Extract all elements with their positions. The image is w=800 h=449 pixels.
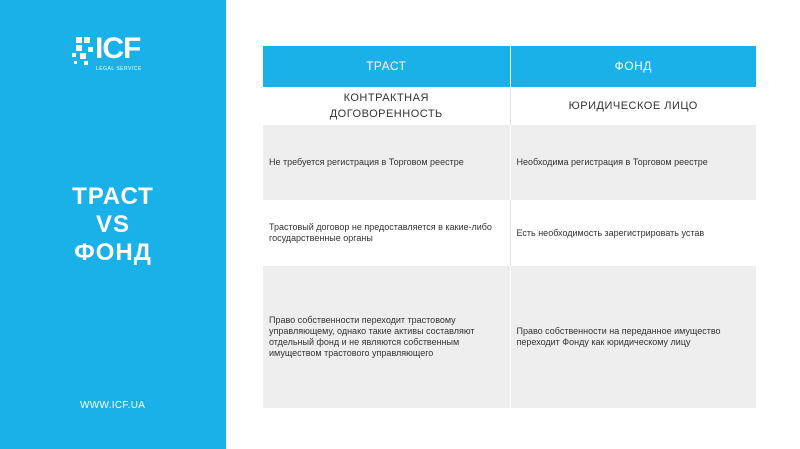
table-row <box>263 200 756 266</box>
slide-title <box>0 183 226 267</box>
table-header-row <box>263 46 756 87</box>
header-fund: ФОНД <box>510 46 757 87</box>
title-line-3: ФОНД <box>74 239 152 266</box>
title-line-2: VS <box>95 211 130 238</box>
table-row <box>263 125 756 200</box>
title-line-1: ТРАСТ <box>72 183 154 210</box>
table-row <box>263 266 756 408</box>
table-cell: Не требуется регистрация в Торговом реестре <box>263 125 510 200</box>
header-trust: ТРАСТ <box>263 46 510 87</box>
logo-subtitle: LEGAL SERVICE <box>96 66 142 72</box>
website-link[interactable]: WWW.ICF.UA <box>80 400 146 411</box>
table-cell: Право собственности на переданное имущество переходит Фонду как юридическому лицу <box>510 266 757 408</box>
subheader-trust: КОНТРАКТНАЯ ДОГОВОРЕННОСТЬ <box>263 87 510 125</box>
logo-text: ICF <box>95 32 141 65</box>
table-cell: Необходима регистрация в Торговом реестре <box>510 125 757 200</box>
subheader-fund: ЮРИДИЧЕСКОЕ ЛИЦО <box>510 87 757 125</box>
table-cell: Право собственности переходит трастовому управляющему, однако такие активы составляют отдельный фонд и не являются собственным имуществом трастового управляющего <box>263 266 510 408</box>
table-subheader-row <box>263 87 756 125</box>
sidebar <box>0 0 226 449</box>
table-cell: Есть необходимость зарегистрировать устав <box>510 200 757 266</box>
comparison-table <box>263 46 756 408</box>
table-cell: Трастовый договор не предоставляется в какие-либо государственные органы <box>263 200 510 266</box>
